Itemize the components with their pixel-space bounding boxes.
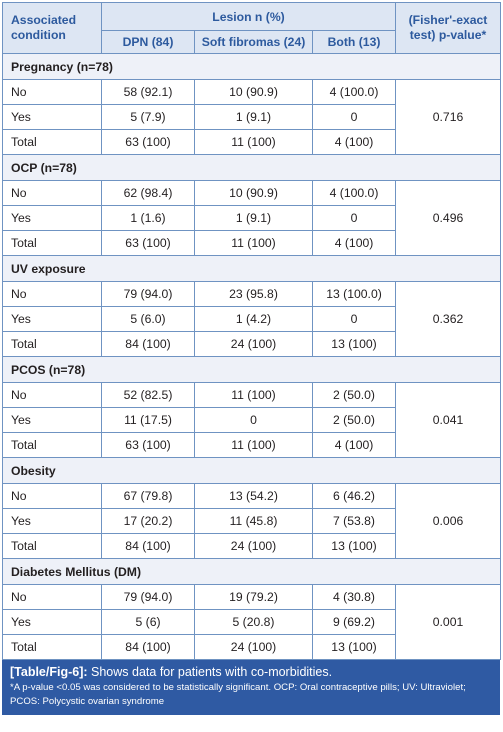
header-fisher-p-value: (Fisher'-exact test) p-value* (396, 3, 501, 54)
header-both: Both (13) (313, 31, 396, 54)
section-header-row (3, 155, 501, 181)
row-label: Total (3, 433, 102, 458)
both-cell: 0 (313, 206, 396, 231)
soft-fibromas-cell: 23 (95.8) (195, 282, 313, 307)
soft-fibromas-cell: 1 (9.1) (195, 206, 313, 231)
soft-fibromas-cell: 19 (79.2) (195, 585, 313, 610)
dpn-cell: 5 (6) (102, 610, 195, 635)
soft-fibromas-cell: 1 (4.2) (195, 307, 313, 332)
soft-fibromas-cell: 24 (100) (195, 534, 313, 559)
row-label: Yes (3, 307, 102, 332)
section-title: Pregnancy (n=78) (3, 54, 501, 80)
soft-fibromas-cell: 11 (100) (195, 433, 313, 458)
dpn-cell: 79 (94.0) (102, 585, 195, 610)
both-cell: 13 (100) (313, 332, 396, 357)
comorbidity-table (2, 2, 501, 660)
table-row (3, 80, 501, 105)
table-figure (2, 2, 500, 715)
dpn-cell: 84 (100) (102, 635, 195, 660)
both-cell: 4 (100.0) (313, 181, 396, 206)
soft-fibromas-cell: 11 (100) (195, 383, 313, 408)
soft-fibromas-cell: 0 (195, 408, 313, 433)
dpn-cell: 63 (100) (102, 433, 195, 458)
soft-fibromas-cell: 24 (100) (195, 332, 313, 357)
p-value-cell: 0.006 (396, 484, 501, 559)
dpn-cell: 63 (100) (102, 130, 195, 155)
caption-footnote: *A p-value <0.05 was considered to be statistically significant. OCP: Oral contraceptive pills; UV: Ultraviolet; PCOS: Polycystic ovarian syndrome (10, 682, 466, 707)
soft-fibromas-cell: 11 (100) (195, 231, 313, 256)
row-label: Yes (3, 610, 102, 635)
table-row (3, 282, 501, 307)
row-label: Total (3, 231, 102, 256)
dpn-cell: 62 (98.4) (102, 181, 195, 206)
section-title: OCP (n=78) (3, 155, 501, 181)
section-title: UV exposure (3, 256, 501, 282)
section-title: Diabetes Mellitus (DM) (3, 559, 501, 585)
p-value-cell: 0.001 (396, 585, 501, 660)
both-cell: 7 (53.8) (313, 509, 396, 534)
section-header-row (3, 357, 501, 383)
header-associated-condition: Associated condition (3, 3, 102, 54)
p-value-cell: 0.041 (396, 383, 501, 458)
both-cell: 13 (100.0) (313, 282, 396, 307)
soft-fibromas-cell: 11 (100) (195, 130, 313, 155)
both-cell: 13 (100) (313, 534, 396, 559)
section-header-row (3, 458, 501, 484)
dpn-cell: 84 (100) (102, 332, 195, 357)
soft-fibromas-cell: 10 (90.9) (195, 181, 313, 206)
soft-fibromas-cell: 10 (90.9) (195, 80, 313, 105)
dpn-cell: 5 (6.0) (102, 307, 195, 332)
caption-title (10, 664, 492, 680)
header-soft-fibromas: Soft fibromas (24) (195, 31, 313, 54)
dpn-cell: 17 (20.2) (102, 509, 195, 534)
soft-fibromas-cell: 11 (45.8) (195, 509, 313, 534)
soft-fibromas-cell: 24 (100) (195, 635, 313, 660)
section-title: Obesity (3, 458, 501, 484)
row-label: No (3, 282, 102, 307)
section-header-row (3, 54, 501, 80)
dpn-cell: 58 (92.1) (102, 80, 195, 105)
both-cell: 9 (69.2) (313, 610, 396, 635)
both-cell: 4 (100) (313, 433, 396, 458)
row-label: Total (3, 534, 102, 559)
header-lesion-group: Lesion n (%) (102, 3, 396, 31)
section-title: PCOS (n=78) (3, 357, 501, 383)
row-label: Yes (3, 206, 102, 231)
row-label: Total (3, 635, 102, 660)
row-label: Yes (3, 408, 102, 433)
both-cell: 6 (46.2) (313, 484, 396, 509)
dpn-cell: 67 (79.8) (102, 484, 195, 509)
dpn-cell: 63 (100) (102, 231, 195, 256)
dpn-cell: 11 (17.5) (102, 408, 195, 433)
caption-text: Shows data for patients with co-morbidities. (87, 665, 333, 679)
dpn-cell: 52 (82.5) (102, 383, 195, 408)
row-label: No (3, 585, 102, 610)
both-cell: 4 (100) (313, 231, 396, 256)
both-cell: 4 (100) (313, 130, 396, 155)
row-label: No (3, 80, 102, 105)
row-label: No (3, 383, 102, 408)
dpn-cell: 79 (94.0) (102, 282, 195, 307)
table-row (3, 484, 501, 509)
row-label: Yes (3, 105, 102, 130)
table-body (3, 54, 501, 660)
row-label: No (3, 484, 102, 509)
section-header-row (3, 559, 501, 585)
table-row (3, 585, 501, 610)
dpn-cell: 5 (7.9) (102, 105, 195, 130)
header-dpn: DPN (84) (102, 31, 195, 54)
p-value-cell: 0.716 (396, 80, 501, 155)
both-cell: 0 (313, 105, 396, 130)
both-cell: 2 (50.0) (313, 383, 396, 408)
table-caption (2, 660, 500, 715)
row-label: Yes (3, 509, 102, 534)
both-cell: 13 (100) (313, 635, 396, 660)
both-cell: 4 (30.8) (313, 585, 396, 610)
dpn-cell: 84 (100) (102, 534, 195, 559)
soft-fibromas-cell: 5 (20.8) (195, 610, 313, 635)
table-row (3, 181, 501, 206)
p-value-cell: 0.496 (396, 181, 501, 256)
caption-ref: [Table/Fig-6]: (10, 665, 88, 679)
row-label: Total (3, 332, 102, 357)
soft-fibromas-cell: 13 (54.2) (195, 484, 313, 509)
dpn-cell: 1 (1.6) (102, 206, 195, 231)
both-cell: 4 (100.0) (313, 80, 396, 105)
table-row (3, 383, 501, 408)
row-label: Total (3, 130, 102, 155)
both-cell: 0 (313, 307, 396, 332)
both-cell: 2 (50.0) (313, 408, 396, 433)
soft-fibromas-cell: 1 (9.1) (195, 105, 313, 130)
p-value-cell: 0.362 (396, 282, 501, 357)
row-label: No (3, 181, 102, 206)
section-header-row (3, 256, 501, 282)
